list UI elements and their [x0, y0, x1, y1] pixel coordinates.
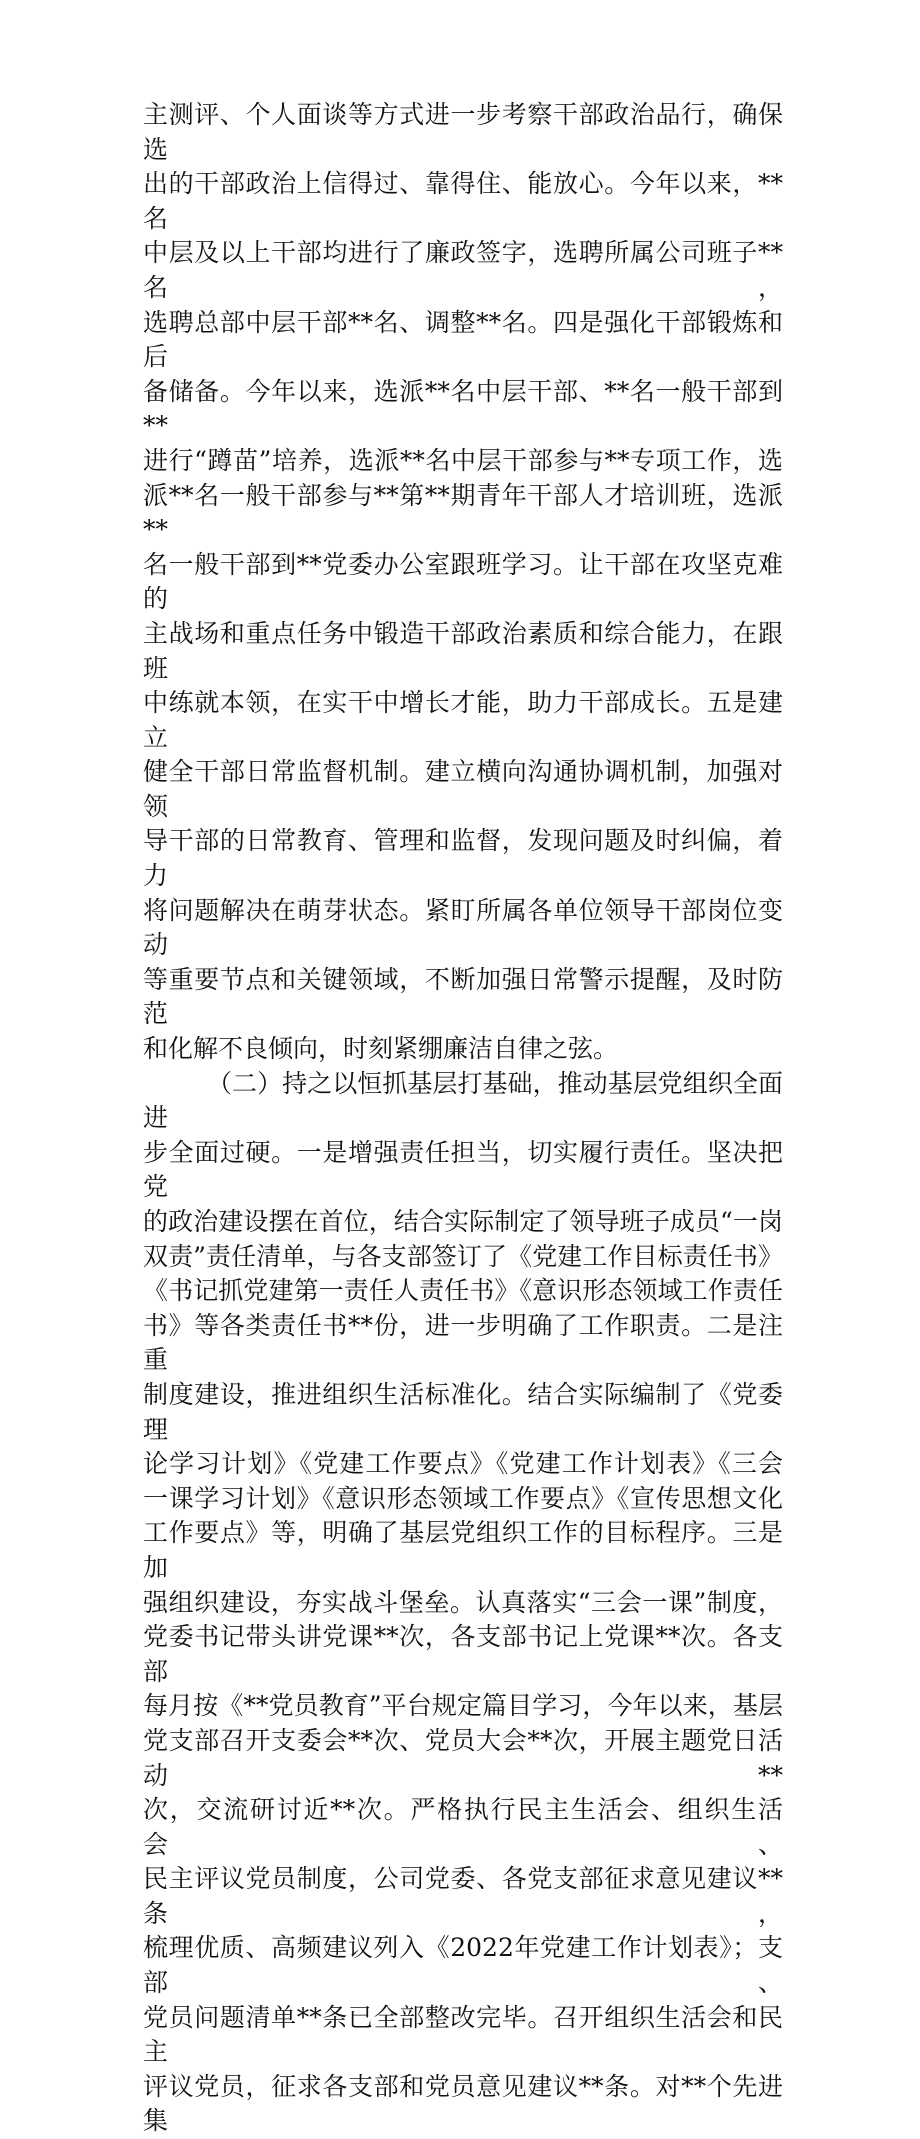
- text-line: 主测评、个人面谈等方式进一步考察干部政治品行，确保选: [143, 100, 783, 164]
- paragraph-grassroots-party-building: [143, 1067, 783, 2139]
- text-line: 一课学习计划》《意识形态领域工作要点》《宣传思想文化: [143, 1483, 783, 1513]
- text-line: 每月按《**党员教育”平台规定篇目学习，今年以来，基层: [143, 1691, 783, 1721]
- text-line: 健全干部日常监督机制。建立横向沟通协调机制，加强对领: [143, 757, 783, 821]
- text-line: 党员问题清单**条已全部整改完毕。召开组织生活会和民主: [143, 2002, 783, 2067]
- text-line: 和化解不良倾向，时刻紧绷廉洁自律之弦。: [143, 1034, 619, 1064]
- text-line: 工作要点》等，明确了基层党组织工作的目标程序。三是加: [143, 1518, 783, 1582]
- document-body: [143, 98, 783, 2139]
- text-line: 主战场和重点任务中锻造干部政治素质和综合能力，在跟班: [143, 618, 783, 683]
- text-line: 中练就本领，在实干中增长才能，助力干部成长。五是建立: [143, 688, 783, 752]
- text-line: 出的干部政治上信得过、靠得住、能放心。今年以来，**名: [143, 169, 783, 233]
- text-line: 中层及以上干部均进行了廉政签字，选聘所属公司班子**名，: [143, 238, 783, 302]
- text-line: 民主评议党员制度，公司党委、各党支部征求意见建议**条，: [143, 1864, 783, 1928]
- text-line: 党委书记带头讲党课**次，各支部书记上党课**次。各支部: [143, 1622, 783, 1686]
- text-line: 制度建设，推进组织生活标准化。结合实际编制了《党委理: [143, 1379, 783, 1444]
- text-line: 论学习计划》《党建工作要点》《党建工作计划表》《三会: [143, 1449, 783, 1479]
- text-line: 派**名一般干部参与**第**期青年干部人才培训班，选派**: [143, 480, 783, 545]
- text-line: 次，交流研讨近**次。严格执行民主生活会、组织生活会、: [143, 1795, 783, 1859]
- text-line: 强组织建设，夯实战斗堡垒。认真落实“三会一课”制度，: [143, 1587, 783, 1617]
- text-line: 导干部的日常教育、管理和监督，发现问题及时纠偏，着力: [143, 826, 783, 891]
- text-line: 梳理优质、高频建议列入《2022年党建工作计划表》；支部、: [143, 1933, 783, 1998]
- text-line: 名一般干部到**党委办公室跟班学习。让干部在攻坚克难的: [143, 549, 783, 614]
- text-line: 选聘总部中层干部**名、调整**名。四是强化干部锻炼和后: [143, 307, 783, 372]
- text-line: 评议党员，征求各支部和党员意见建议**条。对**个先进集: [143, 2071, 783, 2136]
- paragraph-cadre-supervision: [143, 98, 783, 1067]
- text-line: 双责”责任清单，与各支部签订了《党建工作目标责任书》: [143, 1241, 783, 1271]
- text-line: 《书记抓党建第一责任人责任书》《意识形态领域工作责任: [143, 1276, 783, 1306]
- text-line: 等重要节点和关键领域，不断加强日常警示提醒，及时防范: [143, 964, 783, 1029]
- text-line: 的政治建设摆在首位，结合实际制定了领导班子成员“一岗: [143, 1207, 783, 1236]
- section-heading-line: （二）持之以恒抓基层打基础，推动基层党组织全面进: [143, 1068, 783, 1133]
- text-line: 备储备。今年以来，选派**名中层干部、**名一般干部到**: [143, 376, 783, 441]
- text-line: 进行“蹲苗”培养，选派**名中层干部参与**专项工作，选: [143, 445, 783, 475]
- text-line: 党支部召开支委会**次、党员大会**次，开展主题党日活动**: [143, 1725, 783, 1790]
- text-line: 书》等各类责任书**份，进一步明确了工作职责。二是注重: [143, 1310, 783, 1375]
- text-line: 步全面过硬。一是增强责任担当，切实履行责任。坚决把党: [143, 1137, 783, 1202]
- text-line: 将问题解决在萌芽状态。紧盯所属各单位领导干部岗位变动: [143, 895, 783, 960]
